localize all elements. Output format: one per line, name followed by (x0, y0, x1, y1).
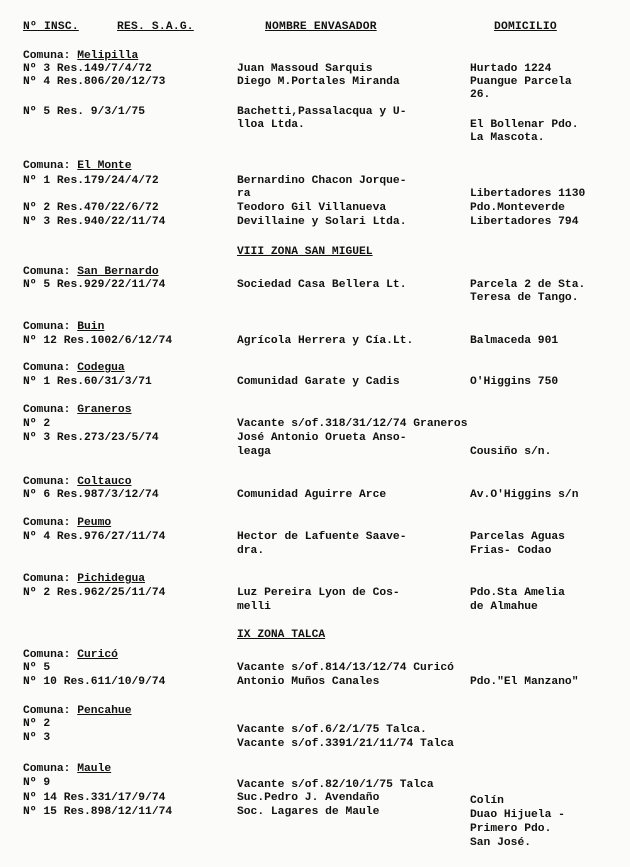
comuna-label: Comuna: (23, 649, 71, 661)
row-dom: de Almahue (470, 601, 538, 613)
row-res: Res.962/25/11/74 (56, 587, 166, 599)
row-no: Nº 4 (23, 76, 51, 88)
row-name: Vacante s/of.318/31/12/74 Graneros (237, 418, 468, 430)
comuna-name: Pencahue (77, 705, 132, 717)
header-inscripcion: Nº INSC. (23, 21, 79, 33)
row-name: Comunidad Garate y Cadis (237, 376, 400, 388)
row-res: Res.940/22/11/74 (56, 216, 166, 228)
row-name: lloa Ltda. (237, 119, 305, 131)
row-no: Nº 1 (23, 376, 51, 388)
row-dom: San José. (470, 837, 532, 849)
row-res: Res. 9/3/1/75 (56, 106, 146, 118)
row-name: Luz Pereira Lyon de Cos- (237, 587, 400, 599)
row-name: dra. (237, 545, 265, 557)
row-name: Teodoro Gil Villanueva (237, 202, 387, 214)
row-dom: La Mascota. (470, 132, 545, 144)
row-res: Res.987/3/12/74 (56, 489, 159, 501)
row-dom: Teresa de Tango. (470, 292, 579, 304)
row-res: Res.149/7/4/72 (56, 63, 152, 75)
row-no: Nº 2 (23, 202, 51, 214)
comuna-label: Comuna: (23, 476, 71, 488)
row-no: Nº 5 (23, 106, 51, 118)
row-dom: Duao Hijuela - (470, 809, 565, 821)
comuna-name: Pichidegua (77, 573, 146, 585)
row-dom: Pdo.Sta Amelia (470, 587, 565, 599)
row-dom: 26. (470, 89, 491, 101)
row-name: Vacante s/of.82/10/1/75 Talca (237, 779, 434, 791)
row-no: Nº 5 (23, 662, 51, 674)
row-no: Nº 3 (23, 432, 51, 444)
row-dom: Pdo.Monteverde (470, 202, 565, 214)
comuna-name: Graneros (77, 404, 132, 416)
row-res: Res.273/23/5/74 (56, 432, 159, 444)
row-no: Nº 1 (23, 175, 51, 187)
row-no: Nº 9 (23, 777, 51, 789)
header-envasador: NOMBRE ENVASADOR (265, 21, 377, 33)
row-res: Res.898/12/11/74 (63, 806, 173, 818)
row-no: Nº 3 (23, 732, 51, 744)
row-dom: Cousiño s/n. (470, 446, 552, 458)
row-no: Nº 6 (23, 489, 51, 501)
comuna-label: Comuna: (23, 362, 71, 374)
row-name: Juan Massoud Sarquis (237, 63, 373, 75)
row-name: Diego M.Portales Miranda (237, 76, 400, 88)
header-resolucion: RES. S.A.G. (117, 21, 194, 33)
row-res: Res.611/10/9/74 (63, 676, 166, 688)
row-name: leaga (237, 446, 271, 458)
row-no: Nº 12 (23, 335, 57, 347)
comuna-label: Comuna: (23, 321, 71, 333)
row-dom: Frias- Codao (470, 545, 552, 557)
row-no: Nº 15 (23, 806, 57, 818)
comuna-label: Comuna: (23, 266, 71, 278)
row-dom: Pdo."El Manzano" (470, 676, 579, 688)
comuna-name: Codegua (77, 362, 125, 374)
comuna-name: Curicó (77, 649, 118, 661)
comuna-label: Comuna: (23, 763, 71, 775)
row-dom: Libertadores 1130 (470, 188, 586, 200)
row-res: Res.976/27/11/74 (56, 531, 166, 543)
zone-heading: IX ZONA TALCA (237, 629, 326, 641)
row-res: Res.470/22/6/72 (56, 202, 159, 214)
row-no: Nº 3 (23, 63, 51, 75)
row-res: Res.929/22/11/74 (56, 279, 166, 291)
row-res: Res.1002/6/12/74 (63, 335, 173, 347)
row-res: Res.60/31/3/71 (56, 376, 152, 388)
comuna-label: Comuna: (23, 160, 71, 172)
comuna-label: Comuna: (23, 705, 71, 717)
row-res: Res.179/24/4/72 (56, 175, 159, 187)
row-name: Hector de Lafuente Saave- (237, 531, 407, 543)
row-res: Res.331/17/9/74 (63, 792, 166, 804)
row-no: Nº 2 (23, 418, 51, 430)
row-no: Nº 4 (23, 531, 51, 543)
row-dom: Parcelas Aguas (470, 531, 565, 543)
row-name: Devillaine y Solari Ltda. (237, 216, 407, 228)
row-dom: Libertadores 794 (470, 216, 579, 228)
comuna-label: Comuna: (23, 517, 71, 529)
row-no: Nº 5 (23, 279, 51, 291)
row-name: Comunidad Aguirre Arce (237, 489, 387, 501)
comuna-name: Coltauco (77, 476, 132, 488)
row-no: Nº 10 (23, 676, 57, 688)
comuna-name: El Monte (77, 160, 132, 172)
row-name: Agrícola Herrera y Cía.Lt. (237, 335, 414, 347)
row-dom: O'Higgins 750 (470, 376, 559, 388)
row-name: Suc.Pedro J. Avendaño (237, 792, 380, 804)
comuna-name: Buin (77, 321, 105, 333)
comuna-label: Comuna: (23, 50, 71, 62)
row-dom: Hurtado 1224 (470, 63, 552, 75)
row-dom: Colín (470, 795, 504, 807)
comuna-label: Comuna: (23, 573, 71, 585)
comuna-name: Maule (77, 763, 112, 775)
row-name: Bachetti,Passalacqua y U- (237, 106, 407, 118)
row-name: Soc. Lagares de Maule (237, 806, 380, 818)
row-dom: Puangue Parcela (470, 76, 572, 88)
header-domicilio: DOMICILIO (494, 21, 557, 33)
row-dom: Parcela 2 de Sta. (470, 279, 586, 291)
comuna-name: San Bernardo (77, 266, 159, 278)
comuna-label: Comuna: (23, 404, 71, 416)
row-name: Vacante s/of.6/2/1/75 Talca. (237, 724, 427, 736)
row-name: melli (237, 601, 271, 613)
row-name: Bernardino Chacon Jorque- (237, 175, 407, 187)
zone-heading: VIII ZONA SAN MIGUEL (237, 246, 373, 258)
comuna-name: Melipilla (77, 50, 139, 62)
row-name: Sociedad Casa Bellera Lt. (237, 279, 407, 291)
row-dom: Primero Pdo. (470, 823, 552, 835)
comuna-name: Peumo (77, 517, 112, 529)
row-dom: Av.O'Higgins s/n (470, 489, 579, 501)
row-no: Nº 3 (23, 216, 51, 228)
row-name: Vacante s/of.814/13/12/74 Curicó (237, 662, 454, 674)
row-name: Vacante s/of.3391/21/11/74 Talca (237, 738, 454, 750)
row-name: Antonio Muños Canales (237, 676, 380, 688)
row-no: Nº 14 (23, 792, 57, 804)
row-res: Res.806/20/12/73 (56, 76, 166, 88)
row-no: Nº 2 (23, 587, 51, 599)
row-dom: Balmaceda 901 (470, 335, 559, 347)
row-dom: El Bollenar Pdo. (470, 119, 579, 131)
row-no: Nº 2 (23, 718, 51, 730)
row-name: ra (237, 188, 251, 200)
row-name: José Antonio Orueta Anso- (237, 432, 407, 444)
